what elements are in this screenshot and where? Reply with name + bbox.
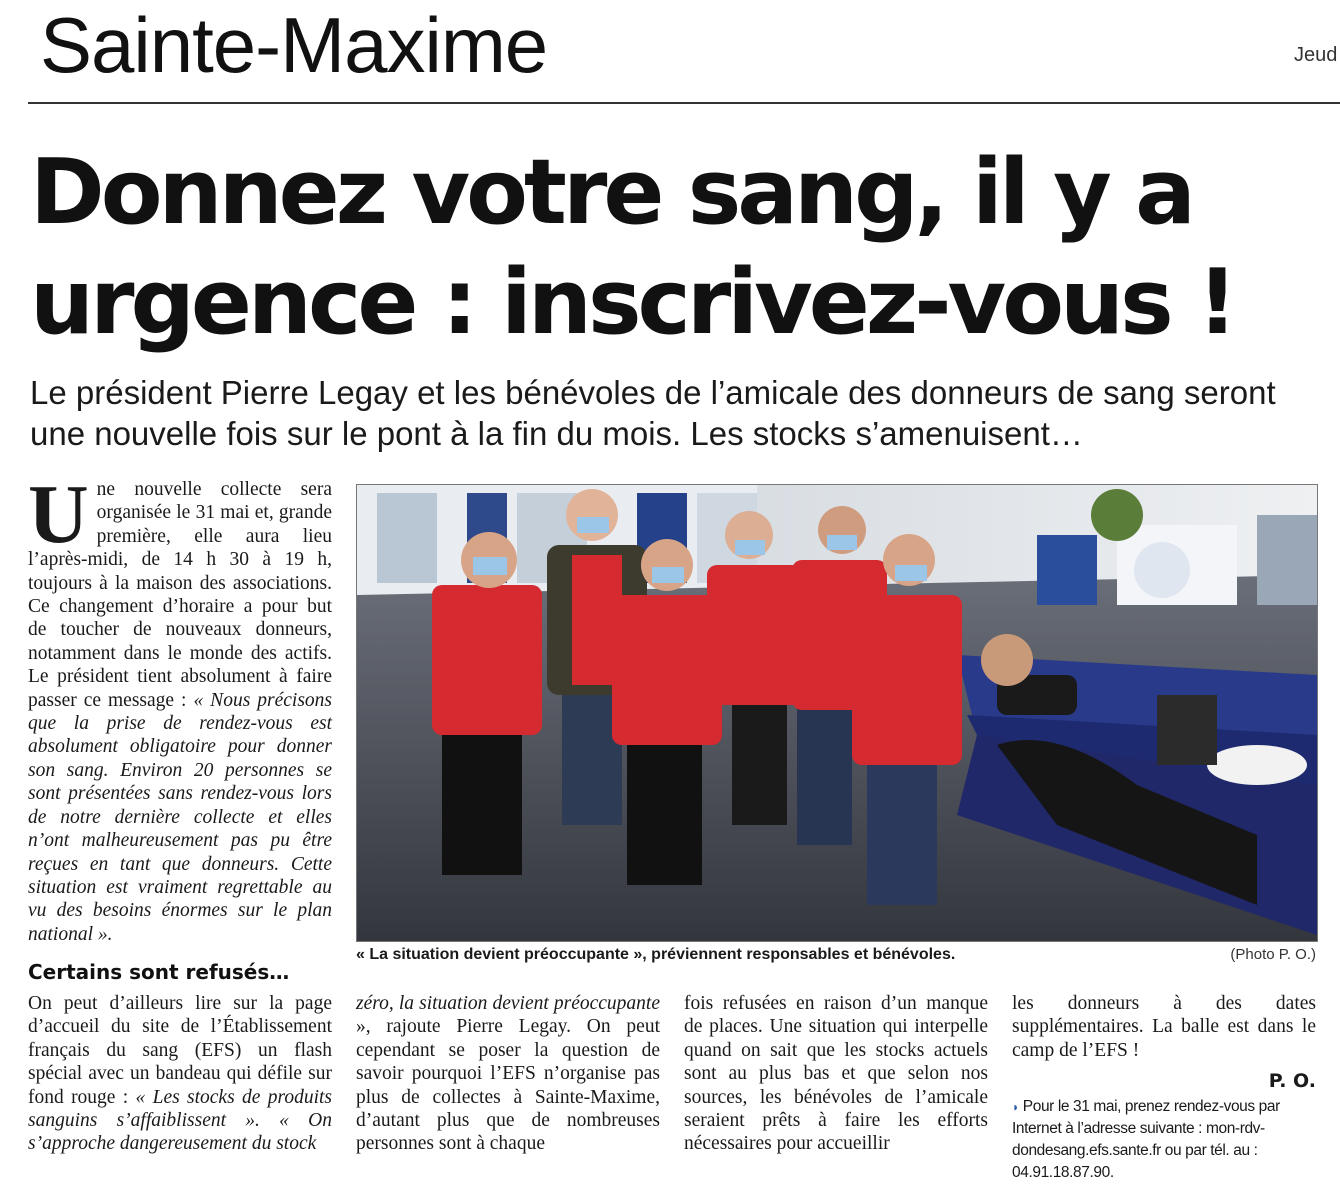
dateline: Jeud bbox=[1294, 44, 1338, 66]
president-quote: « Nous précisons que la prise de rendez-vous est absolument obligatoire pour donner son sang. Environ 20 personnes se sont présentées sans rendez-vous lors de notre dernière collecte et elles n’ont malheureusement pas pu être reçues en tant que donneurs. Cette situation est vraiment regrettable au vu des besoins énormes sur le plan national ». bbox=[28, 689, 333, 945]
photo-caption: « La situation devient préoccupante », préviennent responsables et bénévoles. bbox=[356, 946, 956, 963]
info-text: Pour le 31 mai, prenez rendez-vous par Internet à l’adresse suivante : mon-rdv-dondesang.efs.sante.fr ou par tél. au : 04.91.18.87.90. bbox=[1012, 1097, 1280, 1181]
efs-quote-1: « Les stocks de produits sanguins s’affaiblissent ». bbox=[28, 1086, 332, 1132]
author-signature: P. O. bbox=[1268, 1070, 1316, 1093]
standfirst: Le président Pierre Legay et les bénévoles de l’amicale des donneurs de sang seront une nouvelle fois sur le pont à la fin du mois. Les stocks s’amenuisent… bbox=[30, 374, 1276, 452]
article-column-2 bbox=[356, 992, 660, 1156]
subhead: Certains sont refusés… bbox=[28, 960, 290, 984]
article-column-3 bbox=[684, 992, 988, 1156]
headline: Donnez votre sang, il y a urgence : inscrivez-vous ! bbox=[30, 140, 1235, 355]
dropcap: U bbox=[28, 468, 89, 561]
efs-paragraph: On peut d’ailleurs lire sur la page d’accueil du site de l’Établissement français du sang (EFS) un flash spécial avec un bandeau qui défile sur fond rouge : bbox=[28, 993, 332, 1108]
column-4-text: les donneurs à des dates supplémentaires. La balle est dans le camp de l’EFS ! bbox=[1012, 993, 1316, 1061]
article-photo bbox=[356, 484, 1318, 942]
column-3-text: fois refusées en raison d’un manque de places. Une situation qui interpelle quand on sait que les stocks actuels sont au plus bas et que selon nos sources, les bénévoles de l’amicale seraient prêts à faire les efforts nécessaires pour accueillir bbox=[684, 993, 988, 1155]
info-box bbox=[1012, 1096, 1316, 1184]
column-2-text: », rajoute Pierre Legay. On peut cependant se poser la question de savoir pourquoi l’EFS n’organise pas plus de collectes à Sainte-Maxime, d’autant plus que de nombreuses personnes sont à chaque bbox=[356, 1016, 660, 1155]
page-header bbox=[0, 0, 1340, 104]
article-column-4 bbox=[1012, 992, 1316, 1184]
arrow-icon: ◗ bbox=[1012, 1099, 1019, 1114]
header-rule bbox=[28, 102, 1340, 104]
efs-quote-continued: zéro, la situation devient préoccupante bbox=[356, 993, 660, 1014]
section-title: Sainte-Maxime bbox=[40, 1, 548, 89]
article-column-1 bbox=[28, 468, 333, 946]
efs-quote-2: « On s’approche dangereusement du stock bbox=[28, 1110, 332, 1155]
photo-caption-row bbox=[356, 946, 1316, 964]
photo-credit: (Photo P. O.) bbox=[1230, 946, 1316, 963]
volunteers-photo-illustration bbox=[357, 485, 1317, 941]
article-column-1-lower bbox=[28, 992, 332, 1156]
intro-paragraph: ne nouvelle collecte sera organisée le 31 mai et, grande première, elle aura lieu l’après-midi, de 14 h 30 à 19 h, toujours à la maison des associations. Ce changement d’horaire a pour but de toucher de nouveaux donneurs, notamment dans le monde des actifs. Le président tient absolument à faire passer ce message : bbox=[28, 479, 332, 711]
